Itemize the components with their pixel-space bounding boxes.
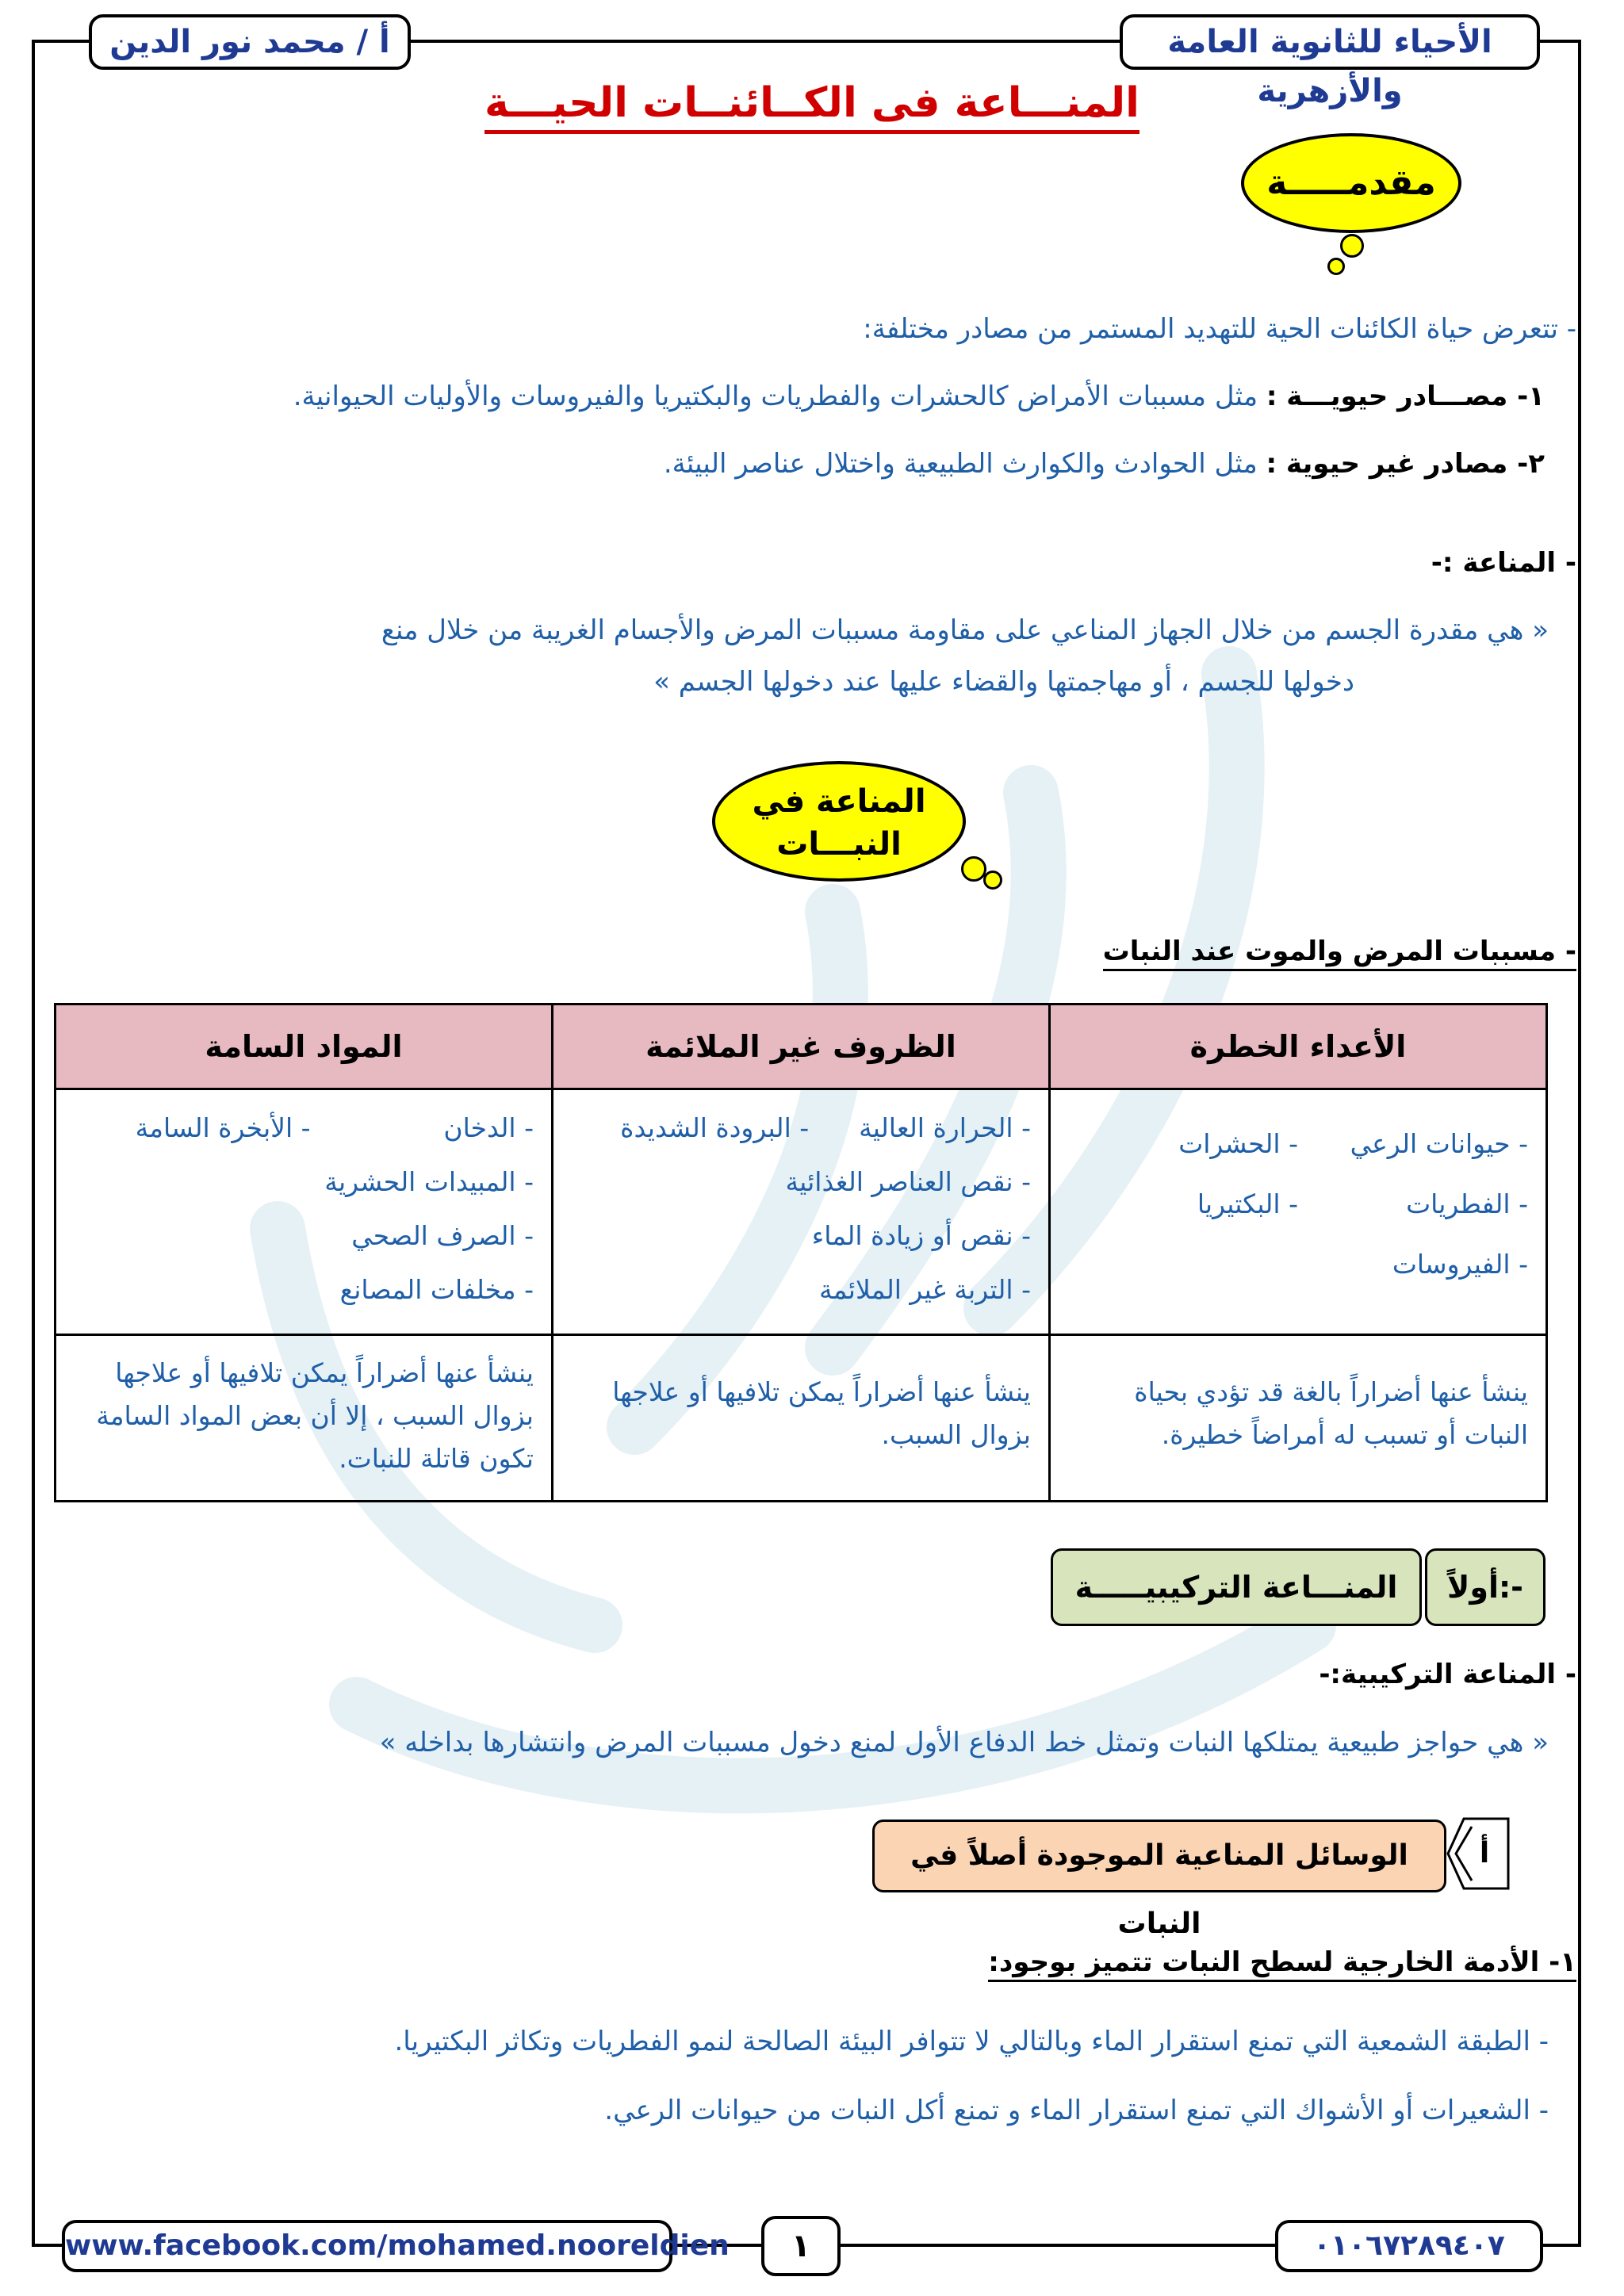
intro-cloud-label: مقدمـــــة xyxy=(1266,163,1436,203)
page-number: ١ xyxy=(791,2228,811,2264)
enemy-item: - الفيروسات xyxy=(1392,1249,1528,1280)
frame-top-mid xyxy=(408,40,1122,43)
frame-right xyxy=(1578,40,1581,2244)
condition-item: - التربة غير الملائمة xyxy=(818,1274,1031,1305)
frame-bottom-mid2 xyxy=(837,2244,1277,2247)
page-number-box xyxy=(761,2216,841,2276)
intro-item-1-text: مثل مسببات الأمراض كالحشرات والفطريات والبكتيريا والفيروسات والأوليات الحيوانية. xyxy=(293,381,1266,412)
condition-item: - الحرارة العالية - البرودة الشديدة xyxy=(620,1112,1031,1143)
plant-cloud-line1: المناعة في xyxy=(752,783,926,820)
toxin-item: - مخلفات المصانع xyxy=(339,1274,534,1305)
intro-item-1 xyxy=(293,381,1545,412)
cloud-dot xyxy=(983,871,1002,890)
header-subject: الأحياء للثانوية العامة والأزهرية xyxy=(1167,24,1492,109)
enemies-cell xyxy=(1050,1089,1547,1335)
table-header: الظروف غير الملائمة xyxy=(553,1004,1050,1089)
toxin-item: - الصرف الصحي xyxy=(351,1220,534,1251)
intro-item-2 xyxy=(664,448,1545,480)
header-subject-box xyxy=(1120,14,1540,109)
table-header: المواد السامة xyxy=(56,1004,553,1089)
cuticle-point-1: - الطبقة الشمعية التي تمنع استقرار الماء وبالتالي لا تتوافر البيئة الصالحة لنمو الفطريات وتكاثر البكتيريا. xyxy=(394,2026,1549,2057)
section-title-box xyxy=(1051,1548,1422,1626)
enemy-item: - البكتيريا xyxy=(1197,1188,1298,1219)
effect-cell: ينشأ عنها أضراراً يمكن تلافيها أو علاجها بزوال السبب ، إلا أن بعض المواد السامة تكون قاتلة للنبات. xyxy=(56,1335,553,1502)
intro-item-2-label: ٢- مصادر غير حيوية : xyxy=(1266,448,1545,480)
condition-item: - نقص العناصر الغذائية xyxy=(785,1166,1031,1197)
plant-cloud-line2: النبـــات xyxy=(776,826,902,863)
frame-top-left xyxy=(32,40,91,43)
header-teacher: أ / محمد نور الدين xyxy=(109,24,390,60)
immunity-def-line1: « هي مقدرة الجسم من خلال الجهاز المناعي على مقاومة مسببات المرض والأجسام الغريبة من خلال منع xyxy=(381,614,1549,646)
effect-cell: ينشأ عنها أضراراً يمكن تلافيها أو علاجها بزوال السبب. xyxy=(553,1335,1050,1502)
toxin-item: - الدخان - الأبخرة السامة xyxy=(135,1112,534,1143)
intro-item-2-text: مثل الحوادث والكوارث الطبيعية واختلال عناصر البيئة. xyxy=(663,448,1266,480)
effect-cell: ينشأ عنها أضراراً بالغة قد تؤدي بحياة النبات أو تسبب له أمراضاً خطيرة. xyxy=(1050,1335,1547,1502)
causes-heading: - مسببات المرض والموت عند النبات xyxy=(1103,936,1576,967)
frame-bottom-left xyxy=(32,2244,63,2247)
cloud-dot xyxy=(1340,234,1364,258)
toxin-item: - المبيدات الحشرية xyxy=(324,1166,534,1197)
frame-left xyxy=(32,40,35,2244)
intro-item-1-label: ١- مصـــادر حيويـــة : xyxy=(1266,381,1545,412)
structural-immunity-heading: - المناعة التركيبية:- xyxy=(1319,1659,1576,1690)
cuticle-point-2: - الشعيرات أو الأشواك التي تمنع استقرار الماء و تمنع أكل النبات من حيوانات الرعي. xyxy=(604,2095,1549,2126)
structural-immunity-definition: « هي حواجز طبيعية يمتلكها النبات وتمثل خط الدفاع الأول لمنع دخول مسببات المرض وانتشارها بداخله » xyxy=(379,1727,1549,1758)
enemy-item: - حيوانات الرعي xyxy=(1350,1128,1528,1159)
condition-item: - نقص أو زيادة الماء xyxy=(811,1220,1031,1251)
intro-lead: - تتعرض حياة الكائنات الحية للتهديد المستمر من مصادر مختلفة: xyxy=(863,313,1576,345)
plant-immunity-cloud xyxy=(712,761,966,882)
footer-phone: ٠١٠٦٧٢٨٩٤٠٧ xyxy=(1313,2229,1505,2262)
section-number-box xyxy=(1425,1548,1545,1626)
causes-table xyxy=(54,1003,1548,1502)
subsection-title: الوسائل المناعية الموجودة أصلاً في النبات xyxy=(910,1839,1408,1940)
table-header: الأعداء الخطرة xyxy=(1050,1004,1547,1089)
subsection-letter: أ xyxy=(1479,1837,1490,1869)
immunity-heading: - المناعة :- xyxy=(1431,547,1576,579)
footer-phone-box xyxy=(1275,2220,1543,2272)
section-title: المنـــاعة التركيبيـــــة xyxy=(1074,1570,1398,1605)
frame-bottom-right xyxy=(1538,2244,1581,2247)
enemy-item: - الفطريات xyxy=(1406,1188,1528,1219)
cuticle-heading: ١- الأدمة الخارجية لسطح النبات تتميز بوجود: xyxy=(988,1946,1576,1978)
footer-url[interactable]: www.facebook.com/mohamed.nooreldien xyxy=(65,2229,730,2262)
cloud-dot xyxy=(1327,258,1345,275)
toxins-cell xyxy=(56,1089,553,1335)
immunity-def-line2: دخولها للجسم ، أو مهاجمتها والقضاء عليها عند دخولها الجسم » xyxy=(653,666,1354,698)
footer-url-box[interactable] xyxy=(62,2220,730,2272)
subsection-title-box xyxy=(872,1820,1446,1940)
header-teacher-box xyxy=(89,14,411,70)
frame-top-right xyxy=(1534,40,1581,43)
section-number: أولاً:- xyxy=(1447,1570,1523,1605)
enemy-item: - الحشرات xyxy=(1178,1128,1298,1159)
intro-cloud xyxy=(1241,133,1461,233)
conditions-cell xyxy=(553,1089,1050,1335)
page-title: المنـــاعة فى الكــائنــات الحيـــة xyxy=(0,79,1624,127)
